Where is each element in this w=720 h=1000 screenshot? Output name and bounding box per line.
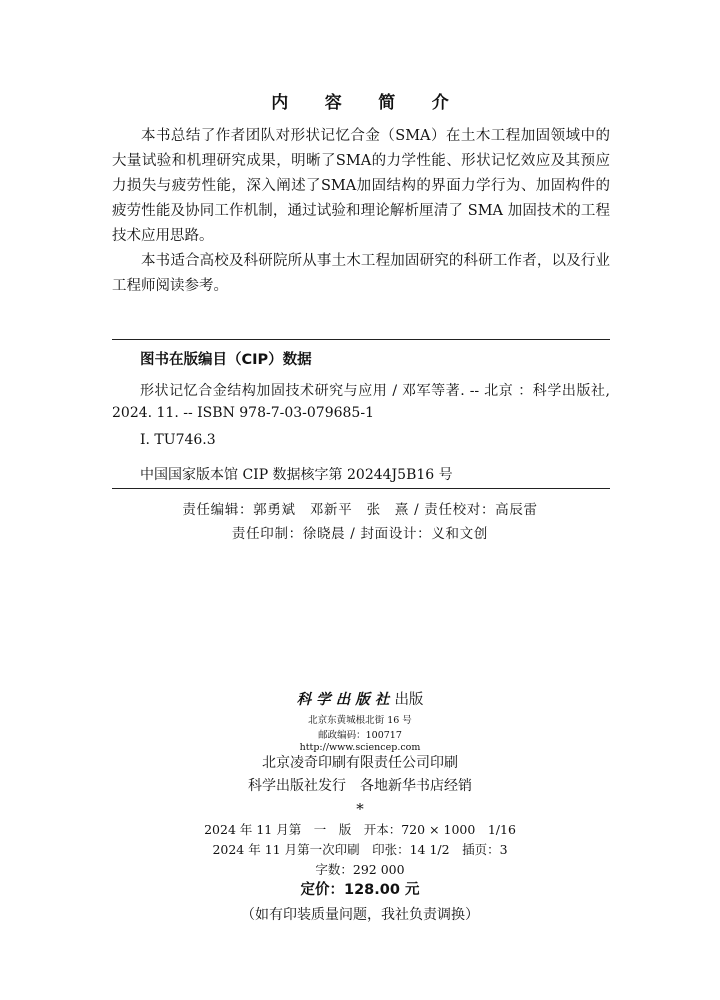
intro-paragraph: 本书适合高校及科研院所从事土木工程加固研究的科研工作者，以及行业工程师阅读参考。	[112, 253, 610, 294]
edition-line: 2024 年 11 月第 一 版 开本：720 × 1000 1/16	[204, 822, 516, 837]
cip-bottom-divider	[112, 488, 610, 489]
publisher-address: 北京东黄城根北街 16 号	[308, 715, 412, 726]
cip-classification: Ⅰ. TU746.3	[140, 432, 216, 448]
publisher-name: 科学出版社	[296, 691, 395, 708]
staff-production: 责任印制：徐晓晨 / 封面设计：义和文创	[231, 526, 489, 542]
cip-entry-block	[112, 380, 610, 424]
quality-notice: （如有印装质量问题，我社负责调换）	[241, 907, 479, 923]
cip-record-number: 中国国家版本馆 CIP 数据核字第 20244J5B16 号	[140, 467, 453, 483]
publisher-postcode: 邮政编码：100717	[318, 730, 402, 741]
publisher-suffix: 出版	[394, 692, 424, 708]
page-title: 内 容 简 介	[271, 93, 465, 113]
separator-star: *	[356, 800, 364, 818]
cip-entry: 形状记忆合金结构加固技术研究与应用 / 邓军等著. -- 北京 ：科学出版社, 2024. 11. -- ISBN 978-7-03-079685-1	[112, 383, 610, 421]
publisher-website: http://www.sciencep.com	[299, 742, 421, 753]
cip-heading: 图书在版编目（CIP）数据	[140, 352, 312, 368]
intro-paragraph: 本书总结了作者团队对形状记忆合金（SMA）在土木工程加固领域中的大量试验和机理研究成果，明晰了SMA的力学性能、形状记忆效应及其预应力损失与疲劳性能，深入阐述了SMA加固结构的界面力学行为、加固构件的疲劳性能及协同工作机制，通过试验和理论解析厘清了 SMA 加固技术的工程技术应用思路。	[112, 128, 610, 244]
price: 定价：128.00 元	[300, 882, 420, 898]
printing-line: 2024 年 11 月第一次印刷 印张：14 1/2 插页：3	[212, 842, 508, 857]
cip-top-divider	[112, 339, 610, 340]
word-count: 字数：292 000	[315, 862, 405, 877]
publisher-line	[0, 688, 720, 709]
staff-editors: 责任编辑：郭勇斌 邓新平 张 熹 / 责任校对：高辰雷	[182, 502, 538, 518]
printer-line: 北京凌奇印刷有限责任公司印刷	[262, 755, 458, 771]
intro-text	[112, 124, 610, 299]
distribution-line: 科学出版社发行 各地新华书店经销	[248, 778, 472, 794]
